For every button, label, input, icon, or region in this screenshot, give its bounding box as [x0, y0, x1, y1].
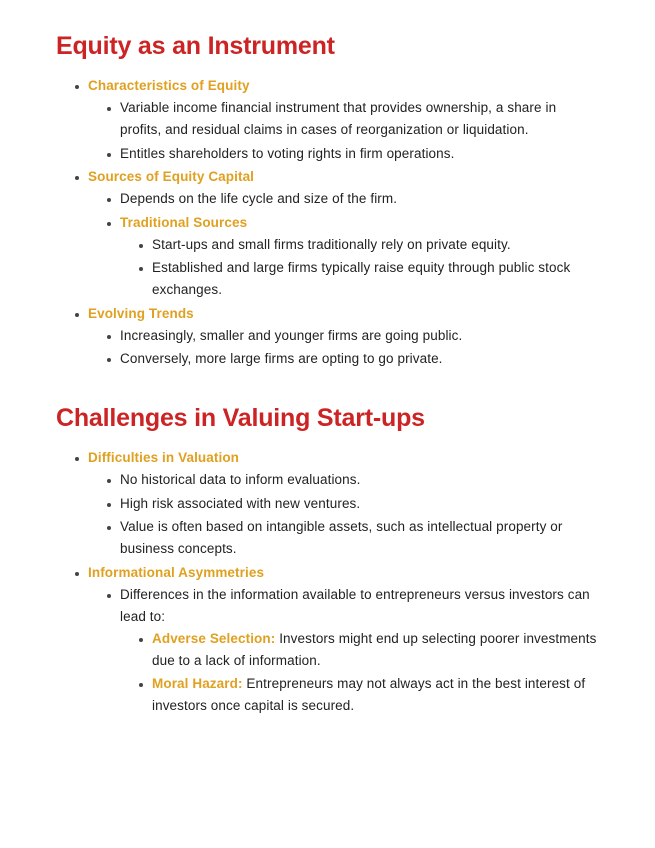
difficulties-list — [88, 469, 599, 560]
list-item: Variable income financial instrument that provides ownership, a share in profits, and residual claims in cases of reorganization or liquidation. — [120, 97, 599, 141]
list-item — [152, 673, 599, 717]
equity-outline — [56, 75, 599, 370]
asymmetries-consequences-list — [120, 628, 599, 718]
list-item — [120, 212, 599, 302]
subheading-characteristics: Characteristics of Equity — [88, 78, 250, 93]
list-item — [88, 303, 599, 371]
list-item — [88, 562, 599, 718]
asymmetries-list — [88, 584, 599, 718]
subheading-sources: Sources of Equity Capital — [88, 169, 255, 184]
list-item: High risk associated with new ventures. — [120, 493, 599, 515]
asymmetries-intro: Differences in the information available to entrepreneurs versus investors can lead to: — [120, 586, 590, 624]
characteristics-list — [88, 97, 599, 165]
trends-list — [88, 325, 599, 371]
term-moral-hazard: Moral Hazard: — [152, 676, 243, 691]
subheading-traditional-sources: Traditional Sources — [120, 214, 248, 230]
list-item — [88, 447, 599, 560]
list-item: Entitles shareholders to voting rights in firm operations. — [120, 143, 599, 165]
adverse-selection-text: Investors might end up selecting poorer investments due to a lack of information. — [152, 630, 597, 668]
section-title-startups: Challenges in Valuing Start-ups — [56, 404, 425, 432]
list-item: Established and large firms typically raise equity through public stock exchanges. — [152, 257, 599, 301]
list-item: Depends on the life cycle and size of the firm. — [120, 188, 599, 210]
list-item: Value is often based on intangible assets, such as intellectual property or business concepts. — [120, 516, 599, 560]
subheading-asymmetries: Informational Asymmetries — [88, 564, 265, 580]
list-item: Conversely, more large firms are opting to go private. — [120, 348, 599, 370]
list-item — [88, 166, 599, 301]
subheading-trends: Evolving Trends — [88, 305, 194, 321]
startups-outline — [56, 447, 599, 717]
list-item: Start-ups and small firms traditionally rely on private equity. — [152, 234, 599, 256]
subheading-difficulties: Difficulties in Valuation — [88, 450, 240, 465]
moral-hazard-text: Entrepreneurs may not always act in the best interest of investors once capital is secured. — [152, 676, 586, 713]
sources-list — [88, 188, 599, 301]
traditional-sources-list — [120, 234, 599, 302]
list-item — [152, 628, 599, 672]
term-adverse-selection: Adverse Selection: — [152, 630, 276, 646]
list-item — [120, 584, 599, 718]
list-item: No historical data to inform evaluations. — [120, 469, 599, 491]
section-title-equity: Equity as an Instrument — [56, 32, 335, 60]
list-item: Increasingly, smaller and younger firms are going public. — [120, 325, 599, 347]
list-item — [88, 75, 599, 165]
